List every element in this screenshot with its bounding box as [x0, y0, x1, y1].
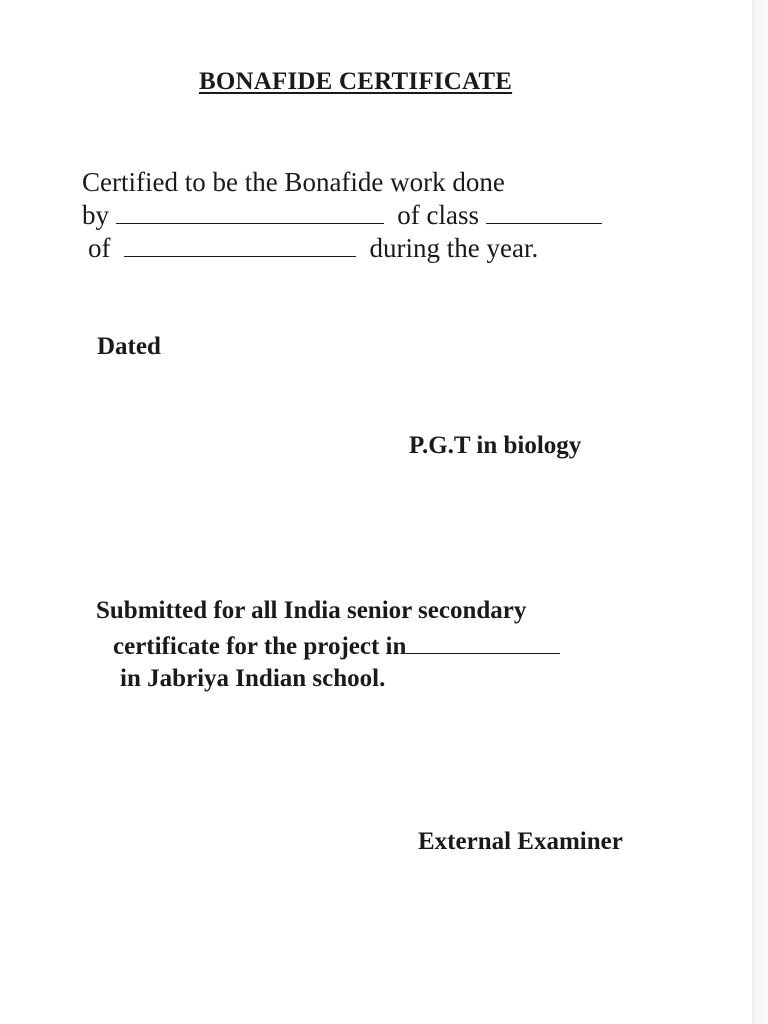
certification-line-2 [82, 200, 602, 231]
of-class-label: of class [397, 200, 479, 230]
dated-label: Dated [97, 333, 161, 360]
project-blank [406, 631, 560, 654]
submission-line-2-text: certificate for the project in [113, 633, 407, 660]
section-blank [124, 234, 356, 257]
external-examiner-label: External Examiner [418, 828, 623, 855]
student-name-blank [116, 201, 384, 224]
page-edge [752, 0, 768, 1024]
during-year-label: during the year. [369, 233, 539, 263]
certification-text: Certified to be the Bonafide work done [82, 167, 505, 197]
of-label: of [88, 233, 111, 263]
class-blank [486, 201, 602, 224]
certificate-title: BONAFIDE CERTIFICATE [199, 68, 513, 95]
submission-line-1: Submitted for all India senior secondary [96, 597, 527, 624]
by-label: by [82, 200, 109, 230]
submission-line-3: in Jabriya Indian school. [120, 665, 386, 692]
certification-line-3 [88, 233, 538, 264]
submission-line-2 [113, 631, 560, 661]
certification-line-1 [82, 167, 505, 198]
teacher-designation: P.G.T in biology [409, 432, 582, 459]
